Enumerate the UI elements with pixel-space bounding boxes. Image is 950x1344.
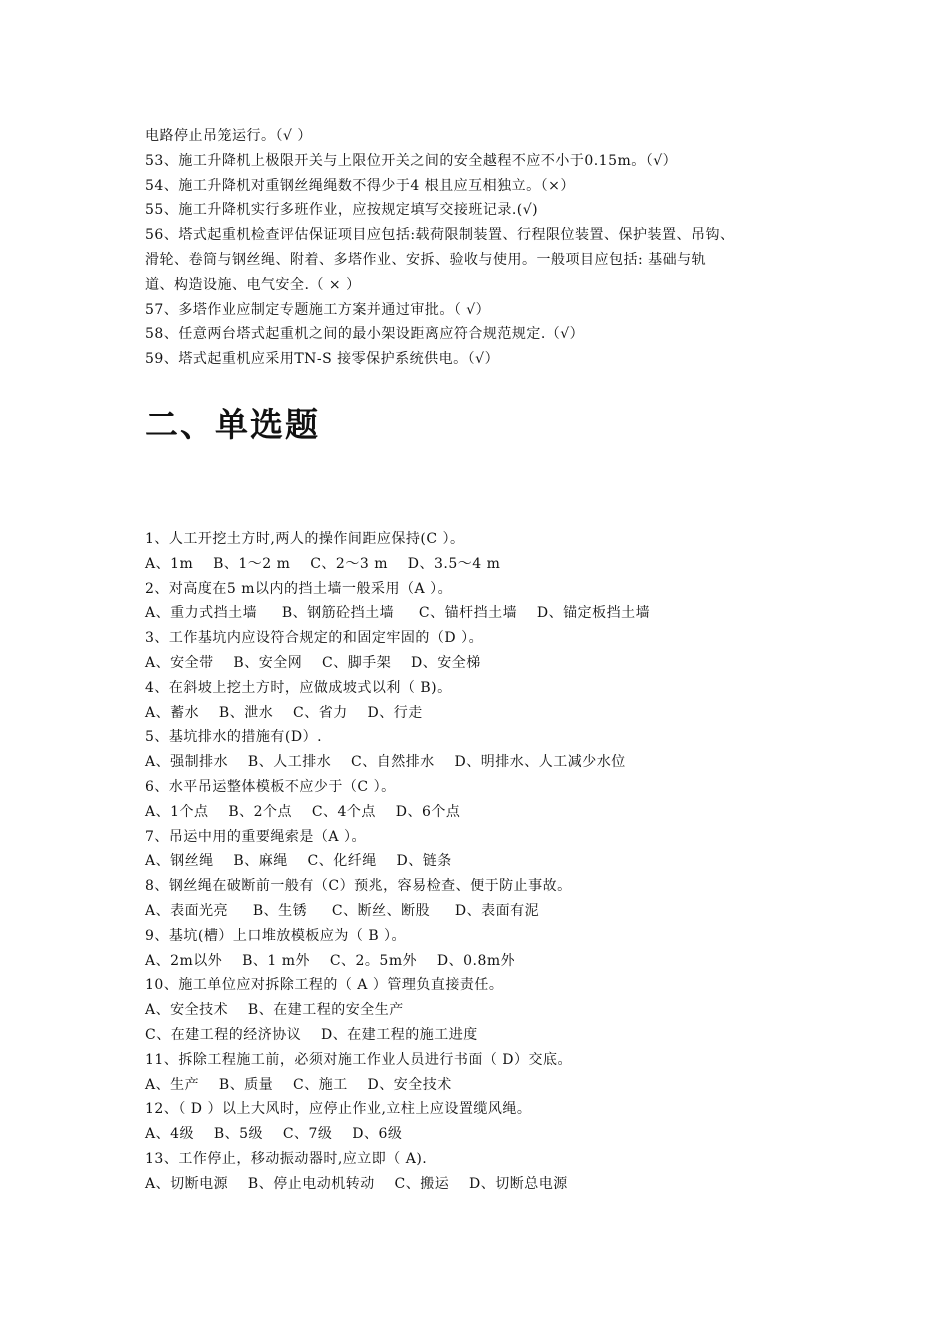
question-line: 9、基坑(槽）上口堆放模板应为（ B ）。 bbox=[145, 927, 407, 944]
question-line: 4、在斜坡上挖土方时，应做成坡式以利（ B)。 bbox=[145, 679, 452, 696]
text-line: 电路停止吊笼运行。（√ ） bbox=[145, 128, 312, 144]
question-line: 8、钢丝绳在破断前一般有（C）预兆，容易检查、便于防止事故。 bbox=[145, 878, 572, 895]
single-choice-questions bbox=[145, 527, 845, 1197]
true-false-questions bbox=[145, 124, 845, 372]
text-line: 59、塔式起重机应采用TN-S 接零保护系统供电。（√） bbox=[145, 351, 500, 368]
question-line: 5、基坑排水的措施有(D）. bbox=[145, 729, 323, 746]
options-line: A、1个点 B、2个点 C、4个点 D、6个点 bbox=[145, 803, 461, 820]
question-line: 7、吊运中用的重要绳索是（A ）。 bbox=[145, 828, 366, 845]
question-line: 3、工作基坑内应设符合规定的和固定牢固的（D ）。 bbox=[145, 630, 484, 647]
options-line: A、1m B、1～2 m C、2～3 m D、3.5～4 m bbox=[145, 555, 501, 572]
question-line: 2、对高度在5 m以内的挡土墙一般采用（A ）。 bbox=[145, 580, 453, 597]
text-line: 55、施工升降机实行多班作业，应按规定填写交接班记录.(√) bbox=[145, 202, 539, 219]
question-line: 13、工作停止，移动振动器时,应立即（ A). bbox=[145, 1150, 428, 1167]
question-line: 1、人工开挖土方时,两人的操作间距应保持(C ）。 bbox=[145, 531, 465, 547]
question-line: 12、（ D ）以上大风时，应停止作业,立柱上应设置缆风绳。 bbox=[145, 1101, 532, 1118]
question-line: 10、施工单位应对拆除工程的（ A ）管理负直接责任。 bbox=[145, 977, 504, 994]
options-line: A、生产 B、质量 C、施工 D、安全技术 bbox=[145, 1076, 452, 1093]
text-line: 53、施工升降机上极限开关与上限位开关之间的安全越程不应不小于0.15m。（√） bbox=[145, 152, 678, 169]
options-line: A、安全技术 B、在建工程的安全生产 bbox=[145, 1002, 404, 1019]
text-line: 56、塔式起重机检查评估保证项目应包括:载荷限制装置、行程限位装置、保护装置、吊钩、 bbox=[145, 227, 735, 244]
options-line: A、钢丝绳 B、麻绳 C、化纤绳 D、链条 bbox=[145, 853, 452, 870]
options-line: A、安全带 B、安全网 C、脚手架 D、安全梯 bbox=[145, 654, 481, 671]
text-line: 道、构造设施、电气安全.（ × ） bbox=[145, 276, 361, 293]
text-line: 滑轮、卷筒与钢丝绳、附着、多塔作业、安拆、验收与使用。一般项目应包括: 基础与轨 bbox=[145, 251, 707, 268]
text-line: 58、任意两台塔式起重机之间的最小架设距离应符合规范规定.（√） bbox=[145, 326, 585, 343]
options-line: A、2m以外 B、1 m外 C、2。5m外 D、0.8m外 bbox=[145, 952, 516, 969]
question-line: 11、拆除工程施工前，必须对施工作业人员进行书面（ D）交底。 bbox=[145, 1051, 572, 1068]
text-line: 57、多塔作业应制定专题施工方案并通过审批。（ √） bbox=[145, 301, 491, 318]
options-line: A、强制排水 B、人工排水 C、自然排水 D、明排水、人工减少水位 bbox=[145, 754, 626, 771]
options-line: A、切断电源 B、停止电动机转动 C、搬运 D、切断总电源 bbox=[145, 1175, 568, 1192]
text-line: 54、施工升降机对重钢丝绳绳数不得少于4 根且应互相独立。（×） bbox=[145, 177, 575, 194]
options-line: C、在建工程的经济协议 D、在建工程的施工进度 bbox=[145, 1026, 478, 1043]
options-line: A、表面光亮 B、生锈 C、断丝、断股 D、表面有泥 bbox=[145, 902, 540, 919]
options-line: A、重力式挡土墙 B、钢筋砼挡土墙 C、锚杆挡土墙 D、锚定板挡土墙 bbox=[145, 605, 651, 622]
options-line: A、4级 B、5级 C、7级 D、6级 bbox=[145, 1126, 403, 1143]
options-line: A、蓄水 B、泄水 C、省力 D、行走 bbox=[145, 704, 423, 721]
section-heading: 二、单选题 bbox=[145, 405, 320, 444]
question-line: 6、水平吊运整体模板不应少于（C ）。 bbox=[145, 778, 396, 795]
